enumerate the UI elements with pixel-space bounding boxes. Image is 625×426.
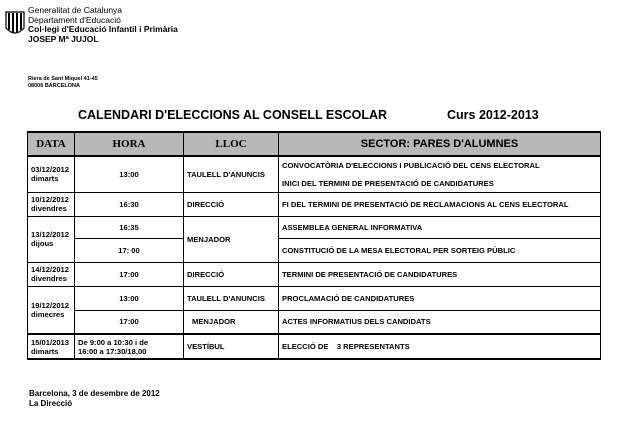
day-text: divendres — [31, 274, 67, 283]
date-cell — [28, 216, 75, 262]
org-line1: Generalitat de Catalunya — [28, 5, 123, 15]
time-cell: 17: 00 — [75, 238, 184, 262]
sector-line: INICI DEL TERMINI DE PRESENTACIÓ DE CANDIDATURES — [282, 178, 494, 188]
time-cell: 16:35 — [75, 216, 184, 238]
table-row — [28, 156, 601, 192]
table-row — [28, 238, 601, 262]
date-text: 14/12/2012 — [31, 265, 70, 274]
title-course: Curs 2012-2013 — [447, 108, 539, 122]
table-row — [28, 262, 601, 286]
time-line: 16:00 a 17:30/18,00 — [78, 346, 147, 356]
election-calendar-table — [27, 131, 601, 360]
day-text: dijous — [31, 239, 54, 248]
signature-block — [29, 389, 160, 409]
table-row — [28, 216, 601, 238]
place-cell: MENJADOR — [184, 310, 279, 334]
table-row — [28, 286, 601, 310]
sector-cell: ELECCIÓ DE 3 REPRESENTANTS — [279, 334, 601, 359]
date-cell — [28, 262, 75, 286]
sector-cell: ASSEMBLEA GENERAL INFORMATIVA — [279, 216, 601, 238]
school-line2: JOSEP Mª JUJOL — [28, 33, 99, 44]
sector-cell: ACTES INFORMATIUS DELS CANDIDATS — [279, 310, 601, 334]
footer-signatory: La Direcció — [29, 399, 73, 408]
place-cell: TAULELL D'ANUNCIS — [184, 156, 279, 192]
school-address — [28, 76, 98, 89]
date-cell — [28, 286, 75, 334]
date-text: 13/12/2012 — [31, 230, 70, 239]
time-line: De 9:00 a 10:30 i de — [78, 337, 149, 347]
place-cell: DIRECCIÓ — [184, 192, 279, 216]
time-cell: 13:00 — [75, 286, 184, 310]
header-lloc: LLOC — [184, 132, 279, 156]
org-line2: Departament d'Educació — [28, 14, 121, 25]
generalitat-logo-icon — [4, 10, 26, 38]
header-data: DATA — [28, 132, 75, 156]
time-cell: 17:00 — [75, 262, 184, 286]
sector-cell: FI DEL TERMINI DE PRESENTACIÓ DE RECLAMACIONS AL CENS ELECTORAL — [279, 192, 601, 216]
sector-cell: PROCLAMACIÓ DE CANDIDATURES — [279, 286, 601, 310]
time-cell — [75, 334, 184, 359]
date-cell — [28, 192, 75, 216]
sector-line: CONVOCATÒRIA D'ELECCIONS I PUBLICACIÓ DEL CENS ELECTORAL — [282, 160, 540, 170]
header-hora: HORA — [75, 132, 184, 156]
address-line2: 08006 BARCELONA — [28, 82, 80, 89]
date-cell — [28, 334, 75, 359]
sector-cell — [279, 156, 601, 192]
school-line1: Col·legi d'Educació Infantil i Primària — [28, 24, 178, 34]
date-text: 03/12/2012 — [31, 165, 70, 175]
place-cell: DIRECCIÓ — [184, 262, 279, 286]
table-row — [28, 310, 601, 334]
day-text: dimecres — [31, 309, 65, 319]
day-text: dimarts — [31, 346, 59, 356]
place-cell: MENJADOR — [184, 216, 279, 262]
place-cell: VESTÍBUL — [184, 334, 279, 359]
table-row — [28, 192, 601, 216]
header-sector: SECTOR: PARES D'ALUMNES — [279, 132, 601, 156]
organization-text — [28, 6, 178, 44]
table-row — [28, 334, 601, 359]
date-text: 10/12/2012 — [31, 195, 70, 204]
date-cell — [28, 156, 75, 192]
date-text: 19/12/2012 — [31, 300, 70, 310]
sector-cell: TERMINI DE PRESENTACIÓ DE CANDIDATURES — [279, 262, 601, 286]
address-line1: Riera de Sant Miquel 41-45 — [28, 76, 98, 82]
footer-date: Barcelona, 3 de desembre de 2012 — [29, 389, 160, 398]
time-cell: 16:30 — [75, 192, 184, 216]
date-text: 15/01/2013 — [31, 337, 70, 347]
sector-cell: CONSTITUCIÓ DE LA MESA ELECTORAL PER SORTEIG PÚBLIC — [279, 238, 601, 262]
day-text: dimarts — [31, 174, 59, 184]
table-header-row — [28, 132, 601, 156]
title-main: CALENDARI D'ELECCIONS AL CONSELL ESCOLAR — [78, 108, 388, 122]
day-text: divendres — [31, 204, 67, 213]
place-cell: TAULELL D'ANUNCIS — [184, 286, 279, 310]
time-cell: 17:00 — [75, 310, 184, 334]
time-cell: 13:00 — [75, 156, 184, 192]
